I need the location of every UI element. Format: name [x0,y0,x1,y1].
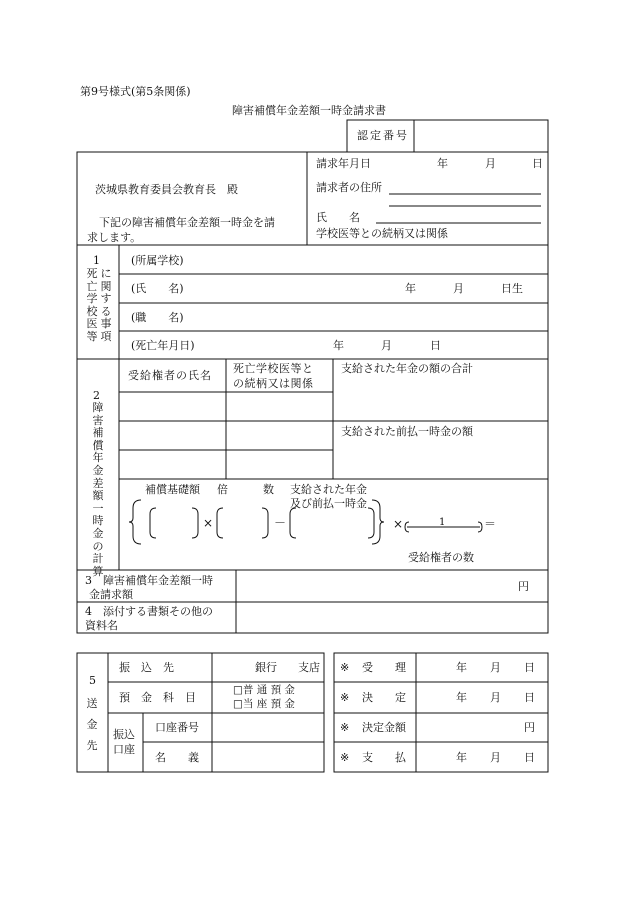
ordinary-deposit-checkbox[interactable]: □普 通 預 金 [233,684,295,696]
claim-date-label: 請求年月日 [316,157,371,170]
multiplier-field[interactable] [224,510,261,536]
decided-amount-mark: ※ [340,721,350,734]
account-group-line1: 振込 [113,728,135,741]
decided-year: 年 [456,691,467,704]
base-amount-field[interactable] [157,510,191,536]
decided-day: 日 [524,691,535,704]
claim-amount-yen: 円 [518,580,529,593]
attachments-field[interactable] [237,603,547,632]
base-amount-label: 補償基礎額 [145,483,200,496]
multiplier-label: 倍 [217,483,228,496]
beneficiary-relation-field-3[interactable] [227,451,332,478]
account-holder-label: 名 義 [155,751,199,764]
section4-label-line2: 資料名 [85,619,118,632]
received-day: 日 [524,661,535,674]
beneficiary-name-header: 受給権者の氏名 [128,369,212,382]
section1-number: 1 [93,254,100,267]
bank-label: 銀行 [255,661,277,674]
beneficiary-name-field-1[interactable] [120,393,225,420]
paid-month: 月 [490,751,501,764]
job-title-field[interactable] [200,305,546,329]
request-statement-line1: 下記の障害補償年金差額一時金を請 [99,216,275,229]
transfer-to-label: 振 込 先 [119,661,174,674]
beneficiary-name-field-2[interactable] [120,422,225,449]
branch-label: 支店 [298,661,320,674]
decided-amount-label: 決定金額 [362,721,406,734]
denominator-beneficiaries: 受給権者の数 [408,551,474,564]
death-date-label: (死亡年月日) [131,339,195,352]
received-label: 受 理 [362,661,406,674]
minus-sign: － [274,516,287,530]
total-pension-field[interactable] [334,380,547,420]
received-month: 月 [490,661,501,674]
paid-amount-field[interactable] [297,510,367,536]
beneficiary-relation-field-2[interactable] [227,422,332,449]
claim-date-month: 月 [485,157,496,170]
account-holder-field[interactable] [213,743,323,771]
death-month-label: 月 [381,339,392,352]
death-year-label: 年 [333,339,344,352]
claimant-name-label: 氏 名 [316,211,360,224]
birth-day-label: 日生 [501,282,523,295]
bank-name-field[interactable] [213,654,253,681]
account-number-label: 口座番号 [155,721,199,734]
decided-label: 決 定 [362,691,406,704]
times-sign: × [203,516,214,530]
addressee: 茨城県教育委員会教育長 殿 [95,183,238,196]
relation-header-line2: の続柄又は関係 [233,377,314,390]
paid-label-line1: 支給された年金 [290,483,367,496]
form-number: 第9号様式(第5条関係) [80,85,191,98]
certification-number-field[interactable] [415,121,547,151]
claimant-relation-label: 学校医等との続柄又は関係 [316,227,448,240]
section1-title-col1: 死亡学校医等 [86,267,98,343]
times-sign-2: × [393,517,404,531]
decided-mark: ※ [340,691,350,704]
paid-year: 年 [456,751,467,764]
current-deposit-checkbox[interactable]: □当 座 預 金 [233,698,295,710]
paid-label-line2: 及び前払一時金 [290,497,367,510]
received-mark: ※ [340,661,350,674]
birth-month-label: 月 [453,282,464,295]
decided-amount-yen: 円 [524,721,535,734]
claimant-address-field[interactable] [389,178,541,194]
equals-sign: ＝ [484,517,497,531]
beneficiary-name-field-3[interactable] [120,451,225,478]
claimant-name-field[interactable] [376,208,541,223]
section3-label-line2: 金請求額 [89,588,133,601]
advance-payment-label: 支給された前払一時金の額 [341,425,473,438]
total-pension-label: 支給された年金の額の合計 [341,362,473,375]
claim-amount-field[interactable] [237,571,507,601]
section5-number: 5 [89,674,96,687]
count-label: 数 [263,483,274,496]
birth-year-label: 年 [405,282,416,295]
decided-month: 月 [490,691,501,704]
relation-header-line1: 死亡学校医等と [233,362,314,375]
claim-date-year: 年 [437,157,448,170]
account-group-line2: 口座 [113,743,135,756]
job-title-label: (職 名) [131,311,184,324]
claimant-address-label: 請求者の住所 [316,181,382,194]
deposit-type-label: 預 金 科 目 [119,691,196,704]
section4-label-line1: 4 添付する書類その他の [85,605,213,618]
claim-date-day: 日 [532,157,543,170]
paid-label: 支 払 [362,751,406,764]
request-statement-line2: 求します。 [87,231,142,244]
deceased-name-field[interactable] [200,276,395,301]
section5-title: 送金先 [86,697,98,752]
school-field[interactable] [200,247,546,272]
section2-title: 障害補償年金差額一時金の計算 [92,401,104,578]
advance-payment-field[interactable] [334,442,547,478]
form-title: 障害補償年金差額一時金請求書 [232,104,386,117]
section3-label-line1: 3 障害補償年金差額一時 [85,574,213,587]
death-day-label: 日 [430,339,441,352]
account-number-field[interactable] [213,714,323,741]
certification-number-label: 認定番号 [357,129,409,142]
paid-mark: ※ [340,751,350,764]
numerator-one: 1 [439,517,446,528]
paid-day: 日 [524,751,535,764]
school-label: (所属学校) [131,254,184,267]
beneficiary-relation-field-1[interactable] [227,393,332,420]
received-year: 年 [456,661,467,674]
section2-number: 2 [93,389,100,402]
section1-title-col2: に関する事項 [100,267,112,343]
deceased-name-label: (氏 名) [131,282,184,295]
